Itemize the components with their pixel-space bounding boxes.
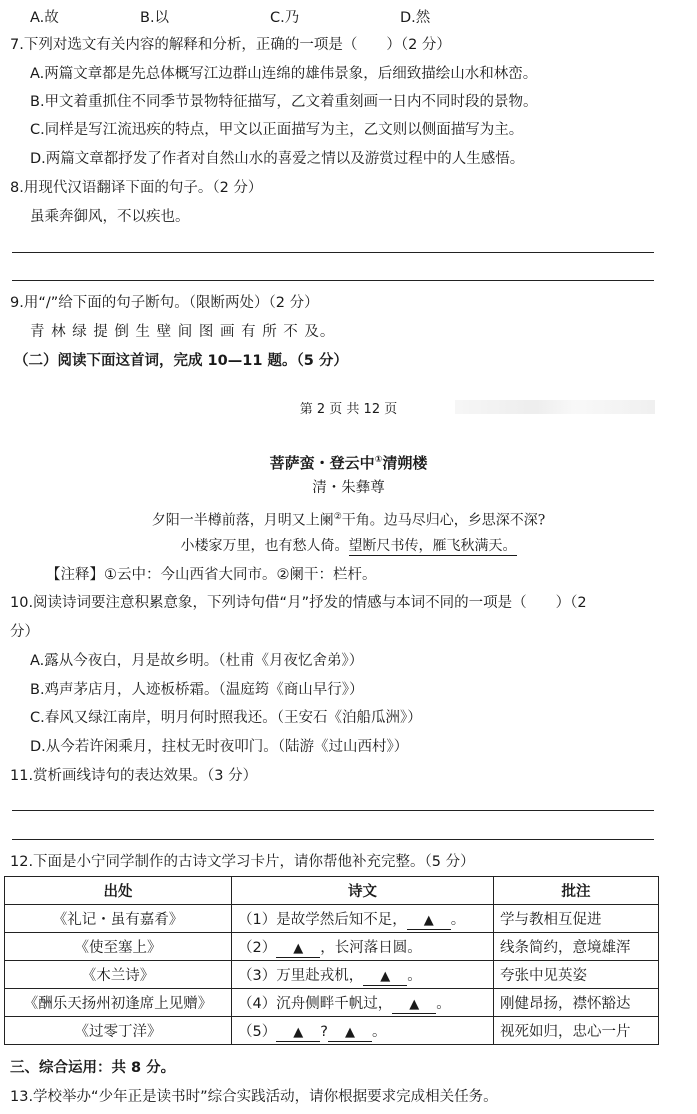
- q10-stem: 10.阅读诗词要注意积累意象，下列诗句借“月”抒发的情感与本词不同的一项是（ ）（2: [10, 595, 587, 611]
- table-row: [5, 1017, 659, 1045]
- row-source: 《木兰诗》: [5, 961, 232, 989]
- q10-option-d: D.从今若许闲乘月，拄杖无时夜叩门。（陆游《过山西村》）: [30, 739, 409, 755]
- answer-line[interactable]: [12, 810, 654, 811]
- q9-sentence: 青 林 绿 提 倒 生 壁 间 图 画 有 所 不 及。: [30, 324, 336, 340]
- underlined-verse: 望断尺书传，雁飞秋满天。: [348, 538, 517, 554]
- q10-stem-cont: 分）: [10, 624, 39, 640]
- table-row: [5, 989, 659, 1017]
- q9-stem: 9.用“/”给下面的句子断句。（限断两处）（2 分）: [10, 295, 319, 311]
- row-source: 《过零丁洋》: [5, 1017, 232, 1045]
- row-note: 线条简约，意境雄浑: [494, 933, 659, 961]
- row-text: （3）万里赴戎机， ▲ 。: [232, 961, 494, 989]
- fill-blank[interactable]: ▲: [276, 1024, 320, 1042]
- table-row: [5, 961, 659, 989]
- row-source: 《酬乐天扬州初逢席上见赠》: [5, 989, 232, 1017]
- section-2-heading: （二）阅读下面这首词，完成 10—11 题。（5 分）: [14, 353, 348, 369]
- q11-stem: 11.赏析画线诗句的表达效果。（3 分）: [10, 768, 258, 784]
- fill-blank[interactable]: ▲: [276, 940, 320, 958]
- row-note: 学与教相互促进: [494, 905, 659, 933]
- row-text: （5） ▲ ? ▲ 。: [232, 1017, 494, 1045]
- poem-notes: 【注释】①云中：今山西省大同市。②阑干：栏杆。: [46, 567, 377, 583]
- q6-option-c: C.乃: [270, 10, 300, 26]
- q7-stem: 7.下列对选文有关内容的解释和分析，正确的一项是（ ）（2 分）: [10, 37, 451, 53]
- fill-blank[interactable]: ▲: [328, 1024, 372, 1042]
- row-text: （2） ▲ ，长河落日圆。: [232, 933, 494, 961]
- poem-line-2: 小楼家万里，也有愁人倚。望断尺书传，雁飞秋满天。: [180, 538, 517, 554]
- page-footer: 第 2 页 共 12 页: [299, 402, 398, 417]
- q12-stem: 12.下面是小宁同学制作的古诗文学习卡片，请你帮他补充完整。（5 分）: [10, 854, 475, 870]
- poem-line-1: 夕阳一半樽前落，月明又上阑②干角。边马尽归心，乡思深不深?: [151, 512, 546, 529]
- q10-option-a: A.露从今夜白，月是故乡明。（杜甫《月夜忆舍弟》）: [30, 653, 364, 669]
- row-text: （1）是故学然后知不足， ▲ 。: [232, 905, 494, 933]
- q8-sentence: 虽乘奔御风，不以疾也。: [30, 209, 190, 225]
- study-card-table: [4, 876, 659, 1045]
- header-source: 出处: [5, 877, 232, 905]
- q6-option-b: B.以: [140, 10, 170, 26]
- q8-stem: 8.用现代汉语翻译下面的句子。（2 分）: [10, 180, 263, 196]
- table-row: [5, 933, 659, 961]
- row-note: 刚健昂扬，襟怀豁达: [494, 989, 659, 1017]
- row-source: 《使至塞上》: [5, 933, 232, 961]
- poem-author: 清・朱彝尊: [312, 480, 385, 496]
- table-row: [5, 905, 659, 933]
- answer-line[interactable]: [12, 252, 654, 253]
- header-note: 批注: [494, 877, 659, 905]
- row-note: 视死如归，忠心一片: [494, 1017, 659, 1045]
- row-source: 《礼记・虽有嘉肴》: [5, 905, 232, 933]
- q6-option-a: A.故: [30, 10, 59, 26]
- poem-title: 菩萨蛮・登云中①清朔楼: [269, 454, 428, 472]
- answer-line[interactable]: [12, 839, 654, 840]
- q7-option-b: B.甲文着重抓住不同季节景物特征描写，乙文着重刻画一日内不同时段的景物。: [30, 94, 538, 110]
- q10-option-b: B.鸡声茅店月，人迹板桥霜。（温庭筠《商山早行》）: [30, 682, 364, 698]
- table-header-row: [5, 877, 659, 905]
- q10-option-c: C.春风又绿江南岸，明月何时照我还。（王安石《泊船瓜洲》）: [30, 710, 422, 726]
- fill-blank[interactable]: ▲: [363, 968, 407, 986]
- scan-artifact: [455, 400, 655, 414]
- q7-option-c: C.同样是写江流迅疾的特点，甲文以正面描写为主，乙文则以侧面描写为主。: [30, 122, 524, 138]
- fill-blank[interactable]: ▲: [407, 912, 451, 930]
- q7-option-a: A.两篇文章都是先总体概写江边群山连绵的雄伟景象，后细致描绘山水和林峦。: [30, 66, 538, 82]
- answer-line[interactable]: [12, 280, 654, 281]
- section-3-heading: 三、综合运用：共 8 分。: [10, 1060, 176, 1076]
- row-note: 夸张中见英姿: [494, 961, 659, 989]
- header-text: 诗文: [232, 877, 494, 905]
- q13-stem: 13.学校举办“少年正是读书时”综合实践活动，请你根据要求完成相关任务。: [10, 1089, 498, 1105]
- q7-option-d: D.两篇文章都抒发了作者对自然山水的喜爱之情以及游赏过程中的人生感悟。: [30, 151, 525, 167]
- q6-option-d: D.然: [400, 10, 431, 26]
- fill-blank[interactable]: ▲: [392, 996, 436, 1014]
- row-text: （4）沉舟侧畔千帆过， ▲ 。: [232, 989, 494, 1017]
